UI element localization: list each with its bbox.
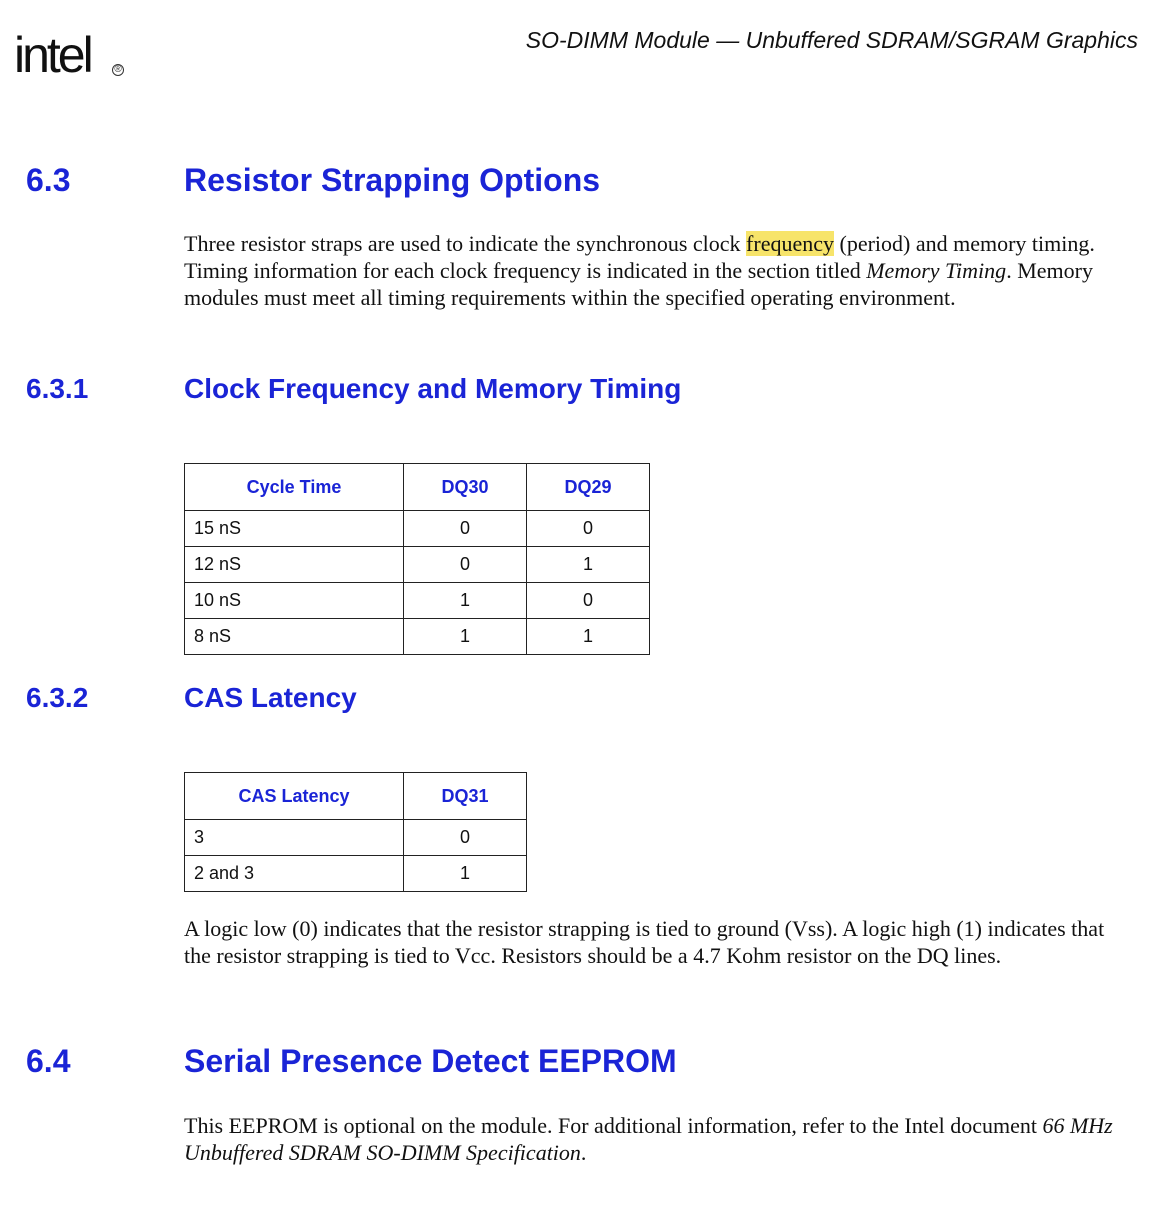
cycle-time-cell: 10 nS bbox=[185, 583, 404, 619]
header-dq30: DQ30 bbox=[404, 464, 527, 511]
section-title-spd-eeprom: Serial Presence Detect EEPROM bbox=[184, 1043, 677, 1079]
logic-level-note: A logic low (0) indicates that the resistor strapping is tied to ground (Vss). A logic high (1) indicates that the resistor strapping is tied to Vcc. Resistors should be a 4.7 Kohm resistor on the DQ lines. bbox=[184, 916, 1105, 968]
header-cas-latency: CAS Latency bbox=[185, 773, 404, 820]
dq29-cell: 0 bbox=[527, 511, 650, 547]
section-number-6-3-2: 6.3.2 bbox=[26, 682, 89, 713]
section-title-cas-latency: CAS Latency bbox=[184, 682, 357, 713]
table-row bbox=[185, 856, 527, 892]
section-number-6-3-1: 6.3.1 bbox=[26, 373, 89, 404]
dq30-cell: 0 bbox=[404, 547, 527, 583]
cycle-time-cell: 12 nS bbox=[185, 547, 404, 583]
dq29-cell: 1 bbox=[527, 619, 650, 655]
dq30-cell: 0 bbox=[404, 511, 527, 547]
cas-latency-cell: 2 and 3 bbox=[185, 856, 404, 892]
section-6-4-paragraph: This EEPROM is optional on the module. For additional information, refer to the Intel document 66 MHz Unbuffered SDRAM SO-DIMM Specification. bbox=[184, 1113, 1113, 1165]
section-6-3-paragraph: Three resistor straps are used to indicate the synchronous clock frequency (period) and memory timing. Timing information for each clock frequency is indicated in the section titled Memory Timing. Memory modules must meet all timing requirements within the specified operating environment. bbox=[184, 231, 1095, 310]
dq31-cell: 1 bbox=[404, 856, 527, 892]
dq29-cell: 0 bbox=[527, 583, 650, 619]
section-number-6-3: 6.3 bbox=[26, 162, 71, 198]
section-title-clock-frequency: Clock Frequency and Memory Timing bbox=[184, 373, 682, 404]
running-header: SO-DIMM Module — Unbuffered SDRAM/SGRAM Graphics bbox=[525, 27, 1138, 53]
cas-latency-table bbox=[184, 772, 527, 892]
clock-frequency-table bbox=[184, 463, 650, 655]
table-row bbox=[185, 583, 650, 619]
cas-latency-cell: 3 bbox=[185, 820, 404, 856]
dq30-cell: 1 bbox=[404, 619, 527, 655]
table-row bbox=[185, 820, 527, 856]
section-number-6-4: 6.4 bbox=[26, 1043, 71, 1079]
header-cycle-time: Cycle Time bbox=[185, 464, 404, 511]
cycle-time-cell: 8 nS bbox=[185, 619, 404, 655]
table-row bbox=[185, 619, 650, 655]
intel-logo: intel bbox=[14, 27, 91, 83]
dq29-cell: 1 bbox=[527, 547, 650, 583]
table-row bbox=[185, 547, 650, 583]
dq30-cell: 1 bbox=[404, 583, 527, 619]
registered-mark: ® bbox=[112, 64, 124, 76]
table-header-row bbox=[185, 464, 650, 511]
section-title-resistor-strapping: Resistor Strapping Options bbox=[184, 162, 601, 198]
table-row bbox=[185, 511, 650, 547]
highlighted-word: frequency bbox=[746, 231, 834, 256]
header-dq29: DQ29 bbox=[527, 464, 650, 511]
cycle-time-cell: 15 nS bbox=[185, 511, 404, 547]
header-dq31: DQ31 bbox=[404, 773, 527, 820]
table-header-row bbox=[185, 773, 527, 820]
dq31-cell: 0 bbox=[404, 820, 527, 856]
